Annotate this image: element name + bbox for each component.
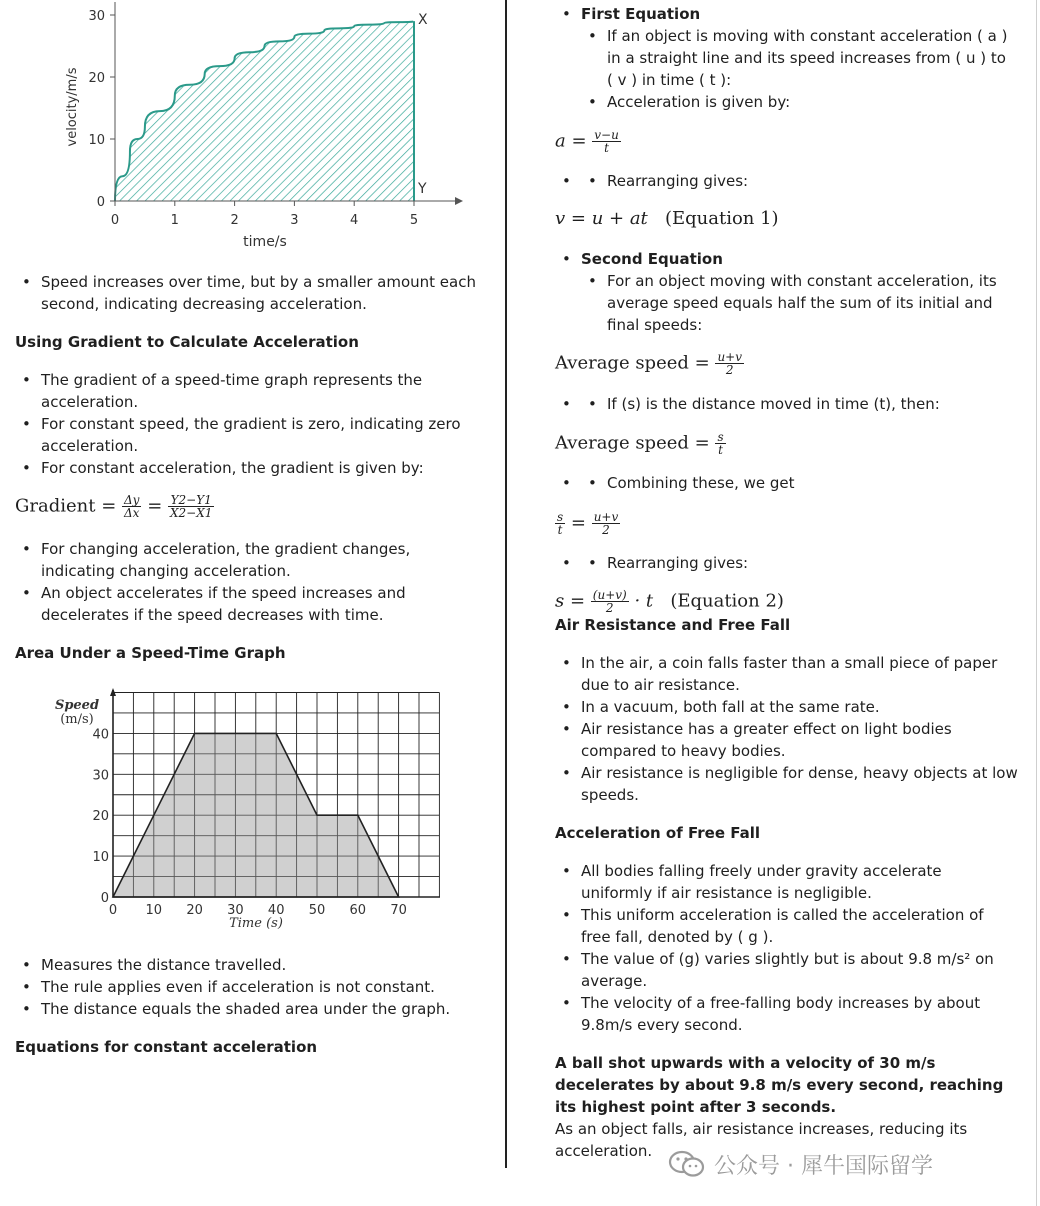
frac-denominator: 2: [602, 523, 610, 537]
frac-numerator: u+v: [593, 510, 619, 524]
ball-paragraph: A ball shot upwards with a velocity of 30 m/s decelerates by about 9.8 m/s every second, reaching its highest point after 3 seconds.: [555, 1054, 1004, 1116]
chart1-x-tick-label: 0: [110, 213, 120, 228]
heading-equations: Equations for constant acceleration: [15, 1038, 318, 1056]
first-equation-list: [555, 3, 1025, 25]
s-over-t-equation: $\frac{s}{t}$ = $\frac{u+v}{2}$: [557, 510, 619, 537]
area-bullets: [15, 954, 485, 1020]
heading-air-resistance: Air Resistance and Free Fall: [555, 616, 791, 634]
air-bullets: [555, 652, 1020, 806]
chart2-y-label-2: (m/s): [60, 712, 94, 727]
list-item: • For constant speed, the gradient is zero, indicating zero acceleration.: [15, 413, 485, 457]
frac-numerator: Y2−Y1: [168, 494, 214, 507]
chart2-y-tick-label: 10: [92, 850, 109, 866]
chart2-y-tick-label: 30: [92, 768, 109, 784]
equation-text: Average speed: [555, 432, 689, 454]
chart1-x-tick-label: 4: [350, 213, 359, 228]
changing-bullets: [15, 538, 485, 626]
chart2-x-tick-label: 0: [108, 903, 118, 918]
equation-text: s: [555, 590, 565, 612]
heading-free-fall: Acceleration of Free Fall: [555, 824, 760, 842]
chart2-x-label: Time (s): [229, 916, 283, 931]
chart1-x-arrow: [455, 197, 463, 205]
list-item: • Acceleration is given by:: [581, 91, 1011, 113]
equation-1: [555, 207, 779, 231]
chart2-y-tick-label: 40: [92, 727, 109, 743]
chart2-x-tick-label: 40: [267, 903, 285, 918]
frac-denominator: t: [718, 443, 723, 457]
heading-area: Area Under a Speed-Time Graph: [15, 644, 286, 662]
chart2-x-tick-label: 10: [145, 903, 163, 918]
list-item: • In a vacuum, both fall at the same rate.: [555, 696, 1020, 718]
first-equation-label: First Equation: [581, 5, 701, 23]
watermark-text: 公众号 · 犀牛国际留学: [714, 1153, 933, 1179]
equation-tag: (Equation 1): [664, 208, 779, 229]
list-item: • For changing acceleration, the gradient changes, indicating changing acceleration.: [15, 538, 485, 582]
equation-tag: (Equation 2): [670, 590, 784, 612]
frac-numerator: v−u: [594, 128, 619, 142]
rearranging-text: Rearranging gives:: [607, 554, 749, 572]
equation-text: a: [555, 130, 566, 152]
list-item: • Air resistance is negligible for dense, heavy objects at low speeds.: [555, 762, 1020, 806]
frac-denominator: t: [604, 141, 609, 155]
second-equation-sub: [581, 270, 1011, 336]
if-s-text: If (s) is the distance moved in time (t), then:: [607, 395, 940, 413]
left-column: [0, 0, 505, 1206]
chart2-x-tick-label: 70: [390, 903, 407, 918]
chart2-x-tick-label: 60: [349, 903, 367, 918]
list-item: • The distance equals the shaded area under the graph.: [15, 998, 485, 1020]
chart1-y-tick-label: 30: [88, 9, 105, 24]
chart1-y-tick-label: 10: [88, 133, 105, 148]
list-item: • Measures the distance travelled.: [15, 954, 485, 976]
frac-numerator: (u+v): [592, 588, 627, 602]
chart2-x-tick-label: 20: [186, 903, 203, 918]
chart1-x-label: time/s: [243, 234, 287, 250]
frac-denominator: 2: [725, 363, 734, 377]
first-equation-title: [555, 3, 1025, 25]
gradient-bullets: [15, 369, 485, 479]
chart1-y-label: velocity/m/s: [65, 67, 80, 147]
list-item: • The value of (g) varies slightly but is about 9.8 m/s² on average.: [555, 948, 995, 992]
chart1-point-x: X: [418, 12, 428, 28]
list-item: • For constant acceleration, the gradient is given by:: [15, 457, 485, 479]
average-speed-equation-2: Average speed = $\frac{s}{t}$: [555, 430, 724, 457]
list-item: • For an object moving with constant acceleration, its average speed equals half the sum of its initial and final speeds:: [581, 270, 1011, 336]
list-item: • The velocity of a free-falling body increases by about 9.8m/s every second.: [555, 992, 995, 1036]
chart2-shaded-area: [113, 733, 399, 897]
combining-text: Combining these, we get: [607, 474, 795, 492]
chart2-series-area: [113, 733, 399, 897]
rearranging-text: Rearranging gives:: [607, 172, 749, 190]
list-item: • This uniform acceleration is called the acceleration of free fall, denoted by ( g ).: [555, 904, 995, 948]
speed-bullets: [15, 271, 485, 315]
frac-denominator: t: [557, 523, 563, 537]
chart2-x-tick-label: 30: [227, 903, 244, 918]
acceleration-equation: a = $\frac{v-u}{t}$: [555, 128, 619, 155]
chart1-y-tick-label: 20: [88, 71, 105, 86]
chart2-y-tick-label: 20: [92, 809, 109, 825]
chart1-x-tick-label: 5: [409, 213, 419, 228]
list-item: • An object accelerates if the speed increases and decelerates if the speed decreases with time.: [15, 582, 485, 626]
list-item: • The rule applies even if acceleration is not constant.: [15, 976, 485, 998]
frac-denominator: Δx: [124, 506, 140, 520]
chart1-x-tick-label: 3: [290, 213, 299, 228]
equation-text: Gradient: [15, 495, 96, 517]
equation-text: Average speed: [555, 352, 689, 374]
list-item: • If an object is moving with constant acceleration ( a ) in a straight line and its speed increases from ( u ) to ( v ) in time ( t ):: [581, 25, 1011, 91]
wechat-icon: [668, 1149, 706, 1179]
gradient-equation: Gradient = $\frac{\Delta y}{\Delta x}$ = $\frac{Y2-Y1}{X2-X1}$: [15, 493, 213, 520]
watermark: [668, 1146, 933, 1182]
list-item: • All bodies falling freely under gravity accelerate uniformly if air resistance is negligible.: [555, 860, 995, 904]
chart2-x-tick-label: 50: [308, 903, 326, 918]
air-increase-paragraph: As an object falls, air resistance increases, reducing its acceleration.: [555, 1120, 968, 1160]
list-item: • Air resistance has a greater effect on light bodies compared to heavy bodies.: [555, 718, 1020, 762]
list-item: • In the air, a coin falls faster than a small piece of paper due to air resistance.: [555, 652, 1020, 696]
list-item: • The gradient of a speed-time graph represents the acceleration.: [15, 369, 485, 413]
free-fall-bullets: [555, 860, 995, 1036]
first-equation-sub: [581, 25, 1011, 113]
chart2-y-tick-label: 0: [100, 891, 109, 906]
right-column: • First Equation • If an object is moving with constant acceleration ( a ) in a straight line and its speed increases from ( u ) to ( v ) in time ( t ): • Acceleration is given by: a = $\frac{v-u}{t}$ • • Rearranging gives: v = u + at (Equation 1) • Second Equation • For an object moving with constant acceleration, its average speed equals half the sum of its initial and final speeds: Average speed = $\frac{u+v}{2}$ • • If (s) is the distance moved in time (t), then: Average speed = $\frac{s}{t}$ • • Combining these, we get $\frac{s}{t}$ = $\frac{u+v}{2}$ • • Rearranging gives: s = $\frac{(u+v)}{2}$ · t (Equation 2) Air Resistance and Free Fall • In the air, a coin falls faster than a small piece of paper due to air resistance. • In a vacuum, both fall at the same rate. • Air resistance has a greater effect on light bodies compared to heavy bodies. • Air resistance is negligible for dense, heavy objects at low speeds. Acceleration of Free Fall • All bodies falling freely under gravity accelerate uniformly if air resistance is negligible. • This uniform acceleration is called the acceleration of free fall, denoted by ( g ). • The value of (g) varies slightly but is about 9.8 m/s² on average. • The velocity of a free-falling body increases by about 9.8m/s every second. A ball shot upwards with a velocity of 30 m/s decelerates by about 9.8 m/s every second, reaching its highest point after 3 seconds. As an object falls, air resistance increases, reducing its acceleration.: [507, 0, 1040, 1206]
equation-text: · t: [634, 590, 654, 612]
frac-denominator: 2: [605, 601, 614, 615]
chart1-y-tick-label: 0: [96, 195, 105, 210]
frac-denominator: X2−X1: [170, 506, 213, 520]
chart2-y-label-1: Speed: [55, 698, 100, 713]
chart2-y-arrow: [110, 688, 116, 696]
frac-numerator: u+v: [717, 350, 743, 364]
chart1-point-y: Y: [418, 181, 427, 197]
second-equation-list: [555, 248, 1025, 270]
frac-numerator: s: [717, 430, 724, 444]
list-item: • Speed increases over time, but by a smaller amount each second, indicating decreasing acceleration.: [15, 271, 485, 315]
speed-time-grid-chart: [55, 688, 455, 936]
second-equation-title: [555, 248, 1025, 270]
equation-text: v = u + at: [555, 208, 648, 229]
chart1-x-tick-label: 1: [170, 213, 179, 228]
chart1-x-tick-label: 2: [230, 213, 239, 228]
equation-2: s = $\frac{(u+v)}{2}$ · t (Equation 2): [555, 588, 784, 615]
average-speed-equation-1: Average speed = $\frac{u+v}{2}$: [555, 350, 743, 377]
frac-numerator: s: [557, 510, 564, 524]
second-equation-label: Second Equation: [581, 250, 723, 268]
frac-numerator: Δy: [124, 493, 140, 507]
heading-gradient: Using Gradient to Calculate Acceleration: [15, 333, 359, 351]
velocity-time-chart: [40, 0, 480, 255]
